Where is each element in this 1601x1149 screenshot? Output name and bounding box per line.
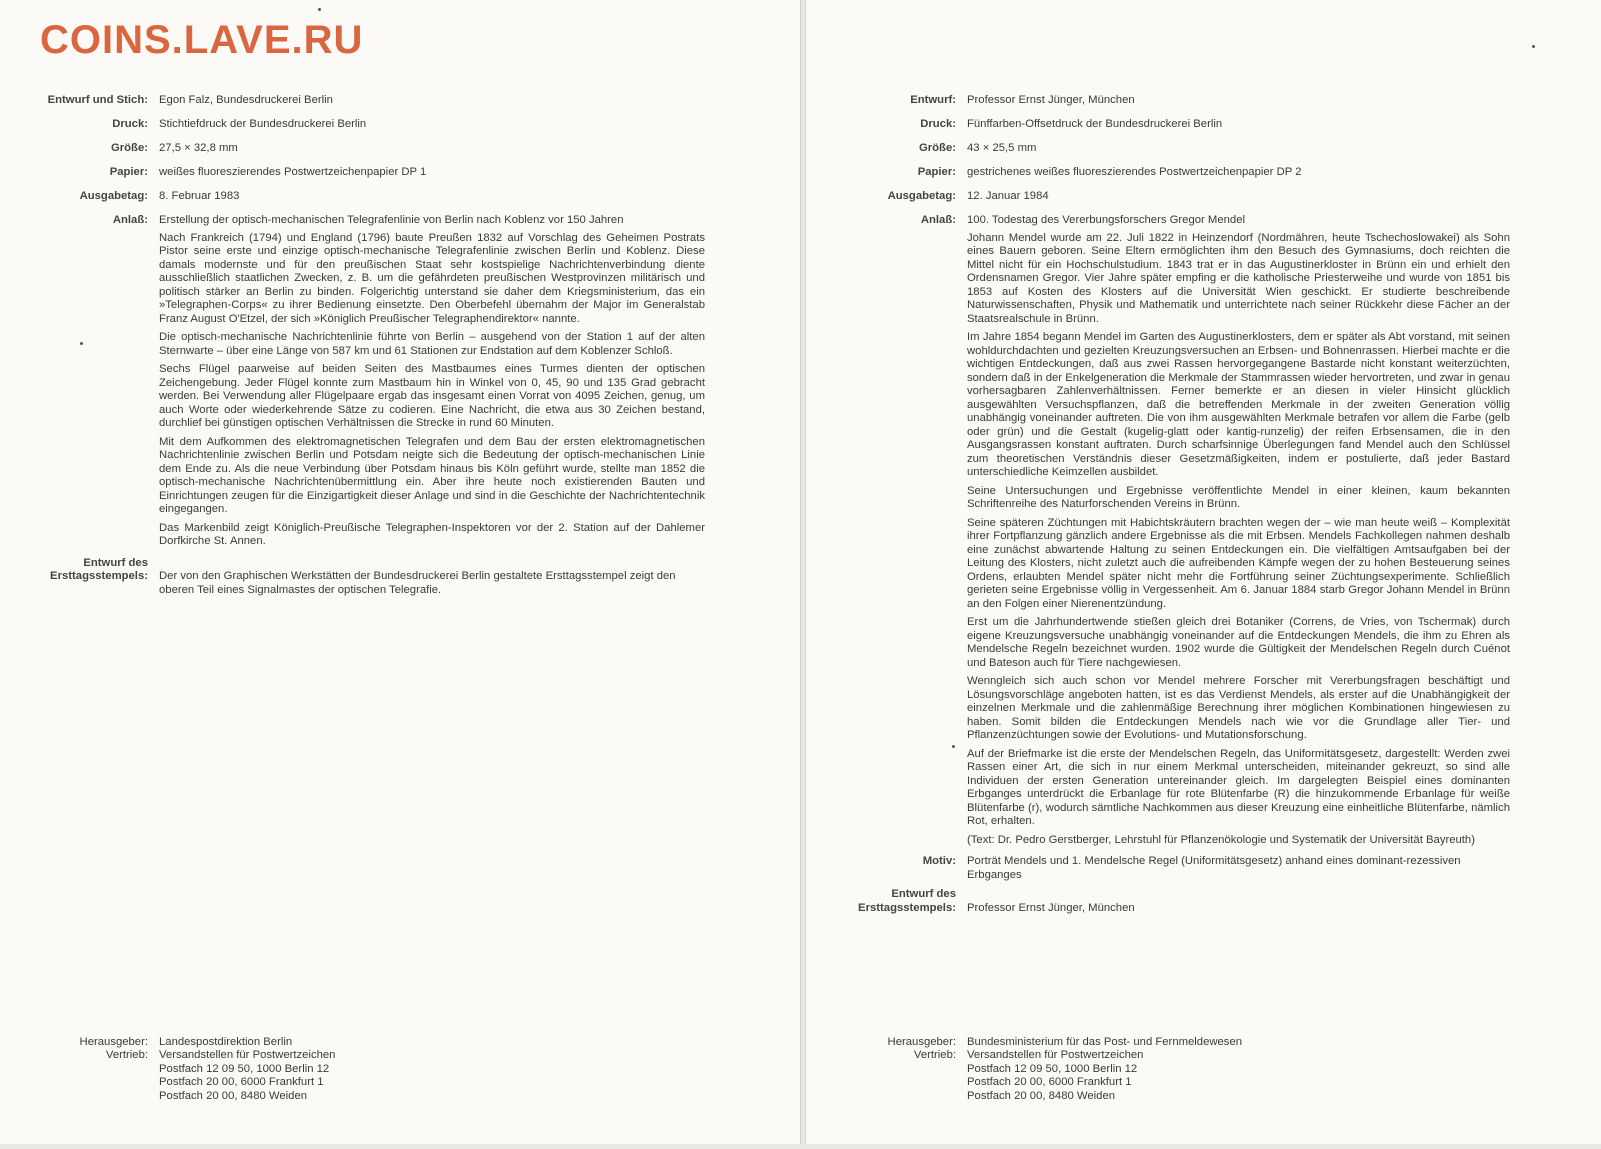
field-label: Druck: xyxy=(920,118,956,130)
occasion-paragraph: Johann Mendel wurde am 22. Juli 1822 in Heinzendorf (Nordmähren, heute Tschechoslowakei) als Sohn eines Bauern geboren. Seine Eltern ermöglichten ihm den Besuch des Gymnasiums, doch reichten die Mittel nicht für ein Hochschulstudium. 1843 trat er in das Augustinerkloster in Brünn ein und erhielt den Ordensnamen Gregor. Vier Jahre später empfing er die katholische Priesterweihe und wurde von 1851 bis 1853 auf Kosten des Klosters auf die Universität Wien geschickt. Er studierte beschreibende Naturwissenschaften, Physik und Mathematik und unterrichtete nach seiner Rückkehr diese Fächer an der Staatsrealschule in Brünn. xyxy=(967,231,1510,325)
field-value: Der von den Graphischen Werkstätten der Bundesdruckerei Berlin gestaltete Ersttagsstempel zeigt den oberen Teil eines Signalmastes der optischen Telegrafie. xyxy=(159,570,676,596)
field-first-day-stamp xyxy=(806,888,1510,915)
field-label: Druck: xyxy=(112,118,148,130)
occasion-paragraph: Die optisch-mechanische Nachrichtenlinie führte von Berlin – ausgehend von der Station 1 auf der alten Sternwarte – über eine Länge von 587 km und 61 Stationen zur Endstation auf dem Koblenzer Schloß. xyxy=(159,331,705,357)
field-value: Fünffarben-Offsetdruck der Bundesdruckerei Berlin xyxy=(967,118,1223,130)
field-value: Porträt Mendels und 1. Mendelsche Regel (Uniformitätsgesetz) anhand eines dominant-rezessiven Erbganges xyxy=(967,855,1461,881)
footer-labels: Herausgeber: Vertrieb: xyxy=(887,1036,956,1062)
field-size xyxy=(0,142,705,156)
field-value: 8. Februar 1983 xyxy=(159,190,240,202)
occasion-paragraph: Das Markenbild zeigt Königlich-Preußische Telegraphen-Inspektoren vor der 2. Station auf der Dahlemer Dorfkirche St. Annen. xyxy=(159,521,705,547)
right-page xyxy=(805,0,1601,1144)
field-label: Ausgabetag: xyxy=(79,190,148,202)
footer-values: Landespostdirektion Berlin Versandstellen für Postwertzeichen Postfach 12 09 50, 1000 Berlin 12 Postfach 20 00, 6000 Frankfurt 1 Postfach 20 00, 8480 Weiden xyxy=(159,1036,336,1102)
field-motif xyxy=(806,855,1510,882)
occasion-paragraph: Im Jahre 1854 begann Mendel im Garten des Augustinerklosters, dem er später als Abt vorstand, mit seinen wohldurchdachten und gezielten Kreuzungsversuchen an Erbsen- und Bohnenrassen. Hierbei machte er die wichtigen Entdeckungen, daß aus zwei Rassen hervorgegangene Bastarde nicht konstant weiterzüchten, sondern daß in der Enkelgeneration die Merkmale der Stammrassen wieder hervortreten, und zwar in genau vorhersagbaren Zahlenverhältnissen. Ferner bemerkte er an diesen in vieler Hinsicht glücklich ausgewählten Versuchspflanzen, daß die betreffenden Merkmale in der zweiten Generation völlig unabhängig voneinander auftreten. Die von ihm ausgewählten Merkmale betrafen vor allem die Farbe (gelb oder grün) und die Gestalt (kugelig-glatt oder kantig-runzelig) der reifen Erbsensamen, die in den Ausgangsrassen konstant auftraten. Durch scharfsinnige Überlegungen fand Mendel auch den Schlüssel zum theoretischen Verständnis dieser Gesetzmäßigkeiten, indem er postulierte, daß jeder Bastard unterschiedliche Keimzellen ausbildet. xyxy=(967,331,1510,478)
paper-speck xyxy=(80,342,83,345)
field-design xyxy=(0,94,705,108)
field-label: Entwurf: xyxy=(910,94,956,106)
occasion-paragraph: Seine späteren Züchtungen mit Habichtskräutern brachten wegen der – wie man heute weiß – Komplexität ihrer Fortpflanzung gänzlich andere Ergebnisse als die mit Erbsen. Mendels Fachkollegen nahmen deshalb eine zunächst abwartende Haltung zu seinen Entdeckungen ein. Die vielfältigen Amtsaufgaben bei der Leitung des Klosters, nicht zuletzt auch die aufreibenden Kämpfe wegen der zu hohen Besteuerung seines Ordens, erlaubten Mendel später nicht mehr die Fortführung seiner Züchtungsexperimente. Schließlich gerieten seine Ergebnisse völlig in Vergessenheit. Am 6. Januar 1884 starb Gregor Johann Mendel in Brünn an den Folgen einer Nierenentzündung. xyxy=(967,516,1510,610)
footer-labels: Herausgeber: Vertrieb: xyxy=(79,1036,148,1062)
occasion-paragraph: Erst um die Jahrhundertwende stießen gleich drei Botaniker (Correns, de Vries, von Tschermak) durch eigene Kreuzungsversuche unabhängig voneinander auf die Entdeckungen Mendels, die ihm zu Ehren als Mendelsche Regeln bezeichnet wurden. 1902 wurde die Gültigkeit der Mendelschen Regeln durch Cuénot und Bateson auch für Tiere nachgewiesen. xyxy=(967,616,1510,669)
right-fields xyxy=(806,94,1510,919)
right-footer xyxy=(806,1036,1242,1103)
occasion-paragraph: Mit dem Aufkommen des elektromagnetischen Telegrafen und dem Bau der ersten elektromagnetischen Nachrichtenlinie zwischen Berlin und Potsdam neigte sich die Bedeutung der optisch-mechanischen Linie dem Ende zu. Als die neue Verbindung über Potsdam hinaus bis Köln geführt wurde, stellte man 1852 die optisch-mechanische Nachrichtenübermittlung ein. Aber ihre heute noch existierenden Bauten und Einrichtungen zeugen für die Einzigartigkeit dieser Anlage und sind in die Geschichte der Nachrichtentechnik eingegangen. xyxy=(159,435,705,515)
field-print xyxy=(0,118,705,132)
left-page xyxy=(0,0,801,1144)
field-value: 43 × 25,5 mm xyxy=(967,142,1037,154)
field-first-day-stamp xyxy=(0,557,705,598)
occasion-title: Erstellung der optisch-mechanischen Telegrafenlinie von Berlin nach Koblenz vor 150 Jahren xyxy=(159,214,624,226)
field-label: Größe: xyxy=(918,142,956,154)
field-value: weißes fluoreszierendes Postwertzeichenpapier DP 1 xyxy=(159,166,427,178)
paper-speck xyxy=(318,8,321,11)
field-label: Anlaß: xyxy=(112,214,148,226)
field-value: Professor Ernst Jünger, München xyxy=(967,94,1135,106)
field-paper xyxy=(0,166,705,180)
field-issue-date xyxy=(806,190,1510,204)
occasion-paragraph: Nach Frankreich (1794) und England (1796) baute Preußen 1832 auf Vorschlag des Geheimen Postrats Pistor seine erste und einzige optisch-mechanische Telegrafenlinie zwischen Berlin und Koblenz. Diese damals modernste und für den preußischen Staat sehr kostspielige Nachrichtenverbindung diente ausschließlich staatlichen Zwecken, z. B. um die gefährdeten preußischen Westprovinzen militärisch und politisch stärker an Berlin zu binden. Folgerichtig unterstand sie daher dem Kriegsministerium, das ein »Telegraphen-Corps« zu ihrer Bedienung einsetzte. Den Oberbefehl übernahm der Major im Generalstab Franz August O'Etzel, der sich »Königlich Preußischer Telegraphendirektor« nannte. xyxy=(159,231,705,325)
field-label: Entwurf und Stich: xyxy=(47,94,148,106)
field-occasion xyxy=(0,214,705,549)
field-value: Professor Ernst Jünger, München xyxy=(967,901,1135,914)
field-issue-date xyxy=(0,190,705,204)
field-print xyxy=(806,118,1510,132)
field-design xyxy=(806,94,1510,108)
field-label: Motiv: xyxy=(922,855,956,867)
occasion-paragraph: (Text: Dr. Pedro Gerstberger, Lehrstuhl für Pflanzenökologie und Systematik der Universität Bayreuth) xyxy=(967,833,1475,846)
occasion-paragraph: Seine Untersuchungen und Ergebnisse veröffentlichte Mendel in einer kleinen, kaum bekannten Schriftenreihe des Naturforschenden Vereins in Brünn. xyxy=(967,484,1510,510)
paper-speck xyxy=(952,745,955,748)
field-label: Größe: xyxy=(110,142,148,154)
field-value: gestrichenes weißes fluoreszierendes Postwertzeichenpapier DP 2 xyxy=(967,166,1302,178)
watermark: COINS.LAVE.RU xyxy=(40,18,364,62)
footer-values: Bundesministerium für das Post- und Fernmeldewesen Versandstellen für Postwertzeichen Postfach 12 09 50, 1000 Berlin 12 Postfach 20 00, 6000 Frankfurt 1 Postfach 20 00, 8480 Weiden xyxy=(967,1036,1243,1102)
occasion-paragraph: Auf der Briefmarke ist die erste der Mendelschen Regeln, das Uniformitätsgesetz, dargestellt: Werden zwei Rassen einer Art, die sich in nur einem Merkmal unterscheiden, miteinander gekreuzt, so sind alle Individuen der ersten Generation untereinander gleich. Im dargelegten Beispiel eines dominanten Erbganges unterdrückt die Erbanlage für rote Blütenfarbe (R) die hinzukommende Erbanlage für weiße Blütenfarbe (r), wodurch sämtliche Nachkommen aus dieser Kreuzung eine einheitliche Blütenfarbe, nämlich Rot, erhalten. xyxy=(967,747,1510,827)
field-value: Egon Falz, Bundesdruckerei Berlin xyxy=(159,94,333,106)
field-occasion xyxy=(806,214,1510,847)
field-value: 27,5 × 32,8 mm xyxy=(159,142,238,154)
field-paper xyxy=(806,166,1510,180)
occasion-paragraph: Wenngleich sich auch schon vor Mendel mehrere Forscher mit Vererbungsfragen beschäftigt und Lösungsvorschläge angeboten hatten, ist es das Verdienst Mendels, als erster auf die Unabhängigkeit der einzelnen Merkmale und die zahlenmäßige Berechnung ihrer möglichen Kombinationen hingewiesen zu haben. Somit bilden die Entdeckungen Mendels nach wie vor die Grundlage aller Tier- und Pflanzenzüchtungen sowie der Evolutions- und Mutationsforschung. xyxy=(967,675,1510,741)
field-value xyxy=(967,214,1510,847)
field-label: Ausgabetag: xyxy=(887,190,956,202)
occasion-title: 100. Todestag des Vererbungsforschers Gregor Mendel xyxy=(967,214,1245,226)
occasion-paragraph: Sechs Flügel paarweise auf beiden Seiten des Mastbaumes eines Turmes dienten der optischen Zeichengebung. Jeder Flügel konnte zum Mastbaum hin in Winkel von 0, 45, 90 und 135 Grad gebracht werden. Bei Verwendung aller Flügelpaare ergab das insgesamt einen Vorrat von 4095 Zeichen, genug, um auch Worte oder wiederkehrende Sätze zu codieren. Eine Nachricht, die etwa aus 30 Zeichen bestand, durchlief bei günstigen optischen Verhältnissen die Strecke in rund 60 Minuten. xyxy=(159,363,705,429)
field-value xyxy=(159,214,705,549)
field-value: 12. Januar 1984 xyxy=(967,190,1049,202)
field-label: Papier: xyxy=(109,166,148,178)
field-label: Entwurf des Ersttagsstempels: xyxy=(50,556,148,582)
field-label: Anlaß: xyxy=(920,214,956,226)
field-label: Papier: xyxy=(917,166,956,178)
field-value: Stichtiefdruck der Bundesdruckerei Berlin xyxy=(159,118,367,130)
left-footer xyxy=(0,1036,335,1103)
field-label: Entwurf des Ersttagsstempels: xyxy=(858,888,956,914)
field-size xyxy=(806,142,1510,156)
paper-speck xyxy=(1532,45,1535,48)
left-fields xyxy=(0,94,705,601)
